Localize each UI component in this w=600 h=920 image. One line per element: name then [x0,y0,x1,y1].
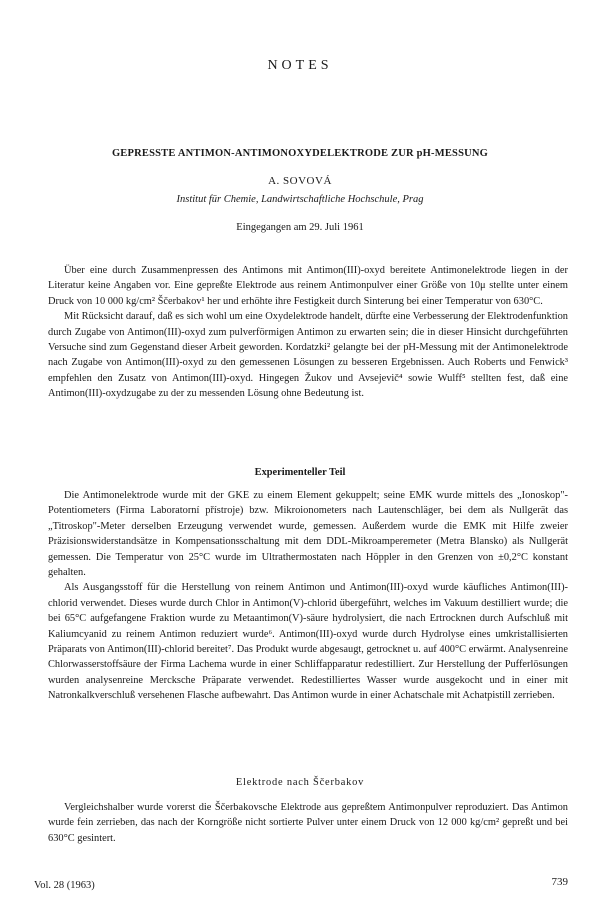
section-heading-electrode: Elektrode nach Ščerbakov [235,777,365,788]
article-author: A. SOVOVÁ [268,175,332,187]
paragraph: Die Antimonelektrode wurde mit der GKE zu einem Element gekuppelt; seine EMK wurde mittels des „Ionoskop"-Potentiometers (Firma Laboratorní přístroje) bzw. Mikroionometers nach Lautenschläger, bei dem als Nullgerät das „Titroskop"-Meter derselben Erzeugung verwendet wurde, gemessen. Außerdem wurde die EMK mit Hilfe zweier Präzisionswiderstandsätze in Kompensationsschaltung mit dem DDL-Mikroamperemeter (Metra Blansko) als Nullgerät gemessen. Die Temperatur von 25°C wurde im Ultrathermostaten nach Höppler in den Grenzen von ±0,2°C konstant gehalten. [48,490,568,579]
author-affiliation: Institut für Chemie, Landwirtschaftliche Hochschule, Prag [176,194,424,205]
paragraph: Vergleichshalber wurde vorerst die Ščerbakovsche Elektrode aus gepreßtem Antimonpulver reproduziert. Das Antimon wurde fein zerrieben, das nach der Korngröße nicht sortierte Pulver unter einem Druck von 12 000 kg/cm² gepreßt und bei 630°C gesintert. [48,802,568,844]
volume-info: Vol. 28 (1963) [34,880,95,891]
paragraph: Über eine durch Zusammenpressen des Antimons mit Antimon(III)-oxyd bereitete Antimonelektrode liegen in der Literatur keine Angaben vor. Eine gepreßte Elektrode aus reinem Antimonpulver einer Größe von 10μ stellte unter einem Druck von 10 000 kg/cm² Ščerbakov¹ her und erhöhte ihre Festigkeit durch Sinterung bei einer Temperatur von 630°C. [48,265,568,307]
article-title: GEPRESSTE ANTIMON-ANTIMONOXYDELEKTRODE ZUR pH-MESSUNG [111,148,489,159]
intro-text [48,263,568,402]
page-number: 739 [551,876,568,888]
paragraph: Mit Rücksicht darauf, daß es sich wohl um eine Oxydelektrode handelt, dürfte eine Verbesserung der Elektrodenfunktion durch Zugabe von Antimon(III)-oxyd zum pulverförmigen Antimon zu erwarten sein; die in dieser Hinsicht durchgeführten Versuche sind zum Gegenstand dieser Arbeit geworden. Kordatzki² gelangte bei der pH-Messung mit der Antimonelektrode nach Zugabe von Antimon(III)-oxyd zu den gemessenen Lösungen zu besseren Ergebnissen. Auch Roberts und Fenwick³ empfehlen den Zusatz von Antimon(III)-oxyd. Hingegen Žukov und Avsejevič⁴ sowie Wulff⁵ stellten fest, daß eine Antimon(III)-oxydzugabe zu der zu messenden Lösung ohne Bedeutung ist. [48,311,568,400]
section-header: NOTES [267,58,333,73]
section-heading-experimental: Experimenteller Teil [254,467,346,478]
electrode-text [48,800,568,846]
received-date: Eingegangen am 29. Juli 1961 [236,222,364,233]
experimental-text [48,488,568,704]
paragraph: Als Ausgangsstoff für die Herstellung von reinem Antimon und Antimon(III)-oxyd wurde käufliches Antimon(III)-chlorid verwendet. Dieses wurde durch Chlor in Antimon(V)-chlorid übergeführt, welches im Vakuum destilliert wurde; die bei 65°C aufgefangene Fraktion wurde zu Metaantimon(V)-säure hydrolysiert, die nach Ertrocknen durch Aufschluß mit Kaliumcyanid zu reinem Antimon reduziert wurde⁶. Antimon(III)-oxyd wurde durch Hydrolyse eines umkristallisierten Präparats von Antimon(III)-chlorid bereitet⁷. Das Produkt wurde abgesaugt, getrocknet u. auf 400°C erwärmt. Analysenreine Chlorwasserstoffsäure der Firma Lachema wurde in einer Schliffapparatur redestilliert. Zur Herstellung der Pufferlösungen wurden analysenreine Mercksche Präparate verwendet. Redestilliertes Wasser wurde ausgekocht und in einer mit Natronkalkverschluß versehenen Flasche aufbewahrt. Das Antimon wurde in einer Achatschale mit Achatpistill zerrieben. [48,582,568,702]
